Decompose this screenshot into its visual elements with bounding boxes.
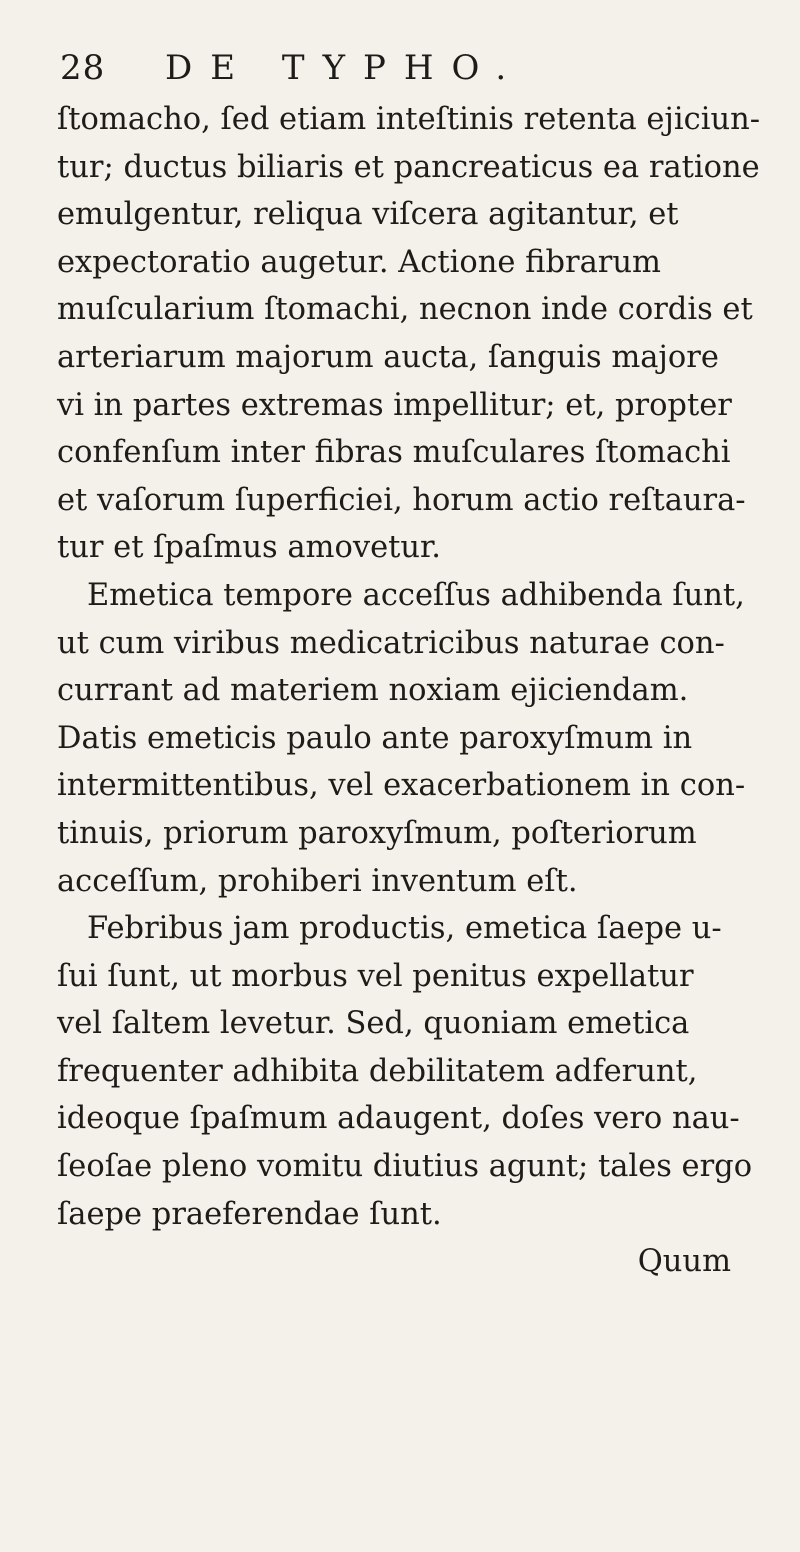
text-line: et vaſorum ſuperficiei, horum actio reſtaura- <box>57 482 746 518</box>
paragraph-start-line: Emetica tempore acceſſus adhibenda ſunt, <box>87 577 745 613</box>
text-line: confenſum inter fibras muſculares ſtomachi <box>57 435 731 471</box>
text-line: expectoratio augetur. Actione fibrarum <box>57 244 661 280</box>
text-line: emulgentur, reliqua viſcera agitantur, et <box>57 197 679 233</box>
text-line: ſui ſunt, ut morbus vel penitus expellatur <box>57 958 694 994</box>
body-text <box>57 96 761 1286</box>
text-line: currant ad materiem noxiam ejiciendam. <box>57 673 689 709</box>
text-line: tur; ductus biliaris et pancreaticus ea ratione <box>57 149 760 185</box>
paragraph-start-line: Febribus jam productis, emetica ſaepe u- <box>87 911 722 947</box>
text-line: ut cum viribus medicatricibus naturae con- <box>57 625 725 661</box>
running-head: DE TYPHO. <box>165 48 525 88</box>
text-line: tinuis, priorum paroxyſmum, poſteriorum <box>57 815 697 851</box>
text-line: ſaepe praeferendae ſunt. <box>57 1196 442 1232</box>
text-line: ſeoſae pleno vomitu diutius agunt; tales ergo <box>57 1149 753 1185</box>
text-line: vel ſaltem levetur. Sed, quoniam emetica <box>57 1006 690 1042</box>
text-line: frequenter adhibita debilitatem adferunt, <box>57 1053 698 1089</box>
catchword: Quum <box>637 1244 731 1280</box>
text-line: acceſſum, prohiberi inventum eſt. <box>57 863 578 899</box>
page-number: 28 <box>60 48 106 88</box>
text-line: arteriarum majorum aucta, ſanguis majore <box>57 339 719 375</box>
text-line: Datis emeticis paulo ante paroxyſmum in <box>57 720 693 756</box>
text-line: vi in partes extremas impellitur; et, propter <box>57 387 732 423</box>
text-line: tur et ſpaſmus amovetur. <box>57 530 441 566</box>
text-line: muſcularium ſtomachi, necnon inde cordis et <box>57 292 753 328</box>
text-line: intermittentibus, vel exacerbationem in con- <box>57 768 746 804</box>
text-line: ideoque ſpaſmum adaugent, doſes vero nau- <box>57 1101 740 1137</box>
text-line: ſtomacho, ſed etiam inteſtinis retenta ejiciun- <box>57 102 761 137</box>
page-header <box>60 48 700 98</box>
